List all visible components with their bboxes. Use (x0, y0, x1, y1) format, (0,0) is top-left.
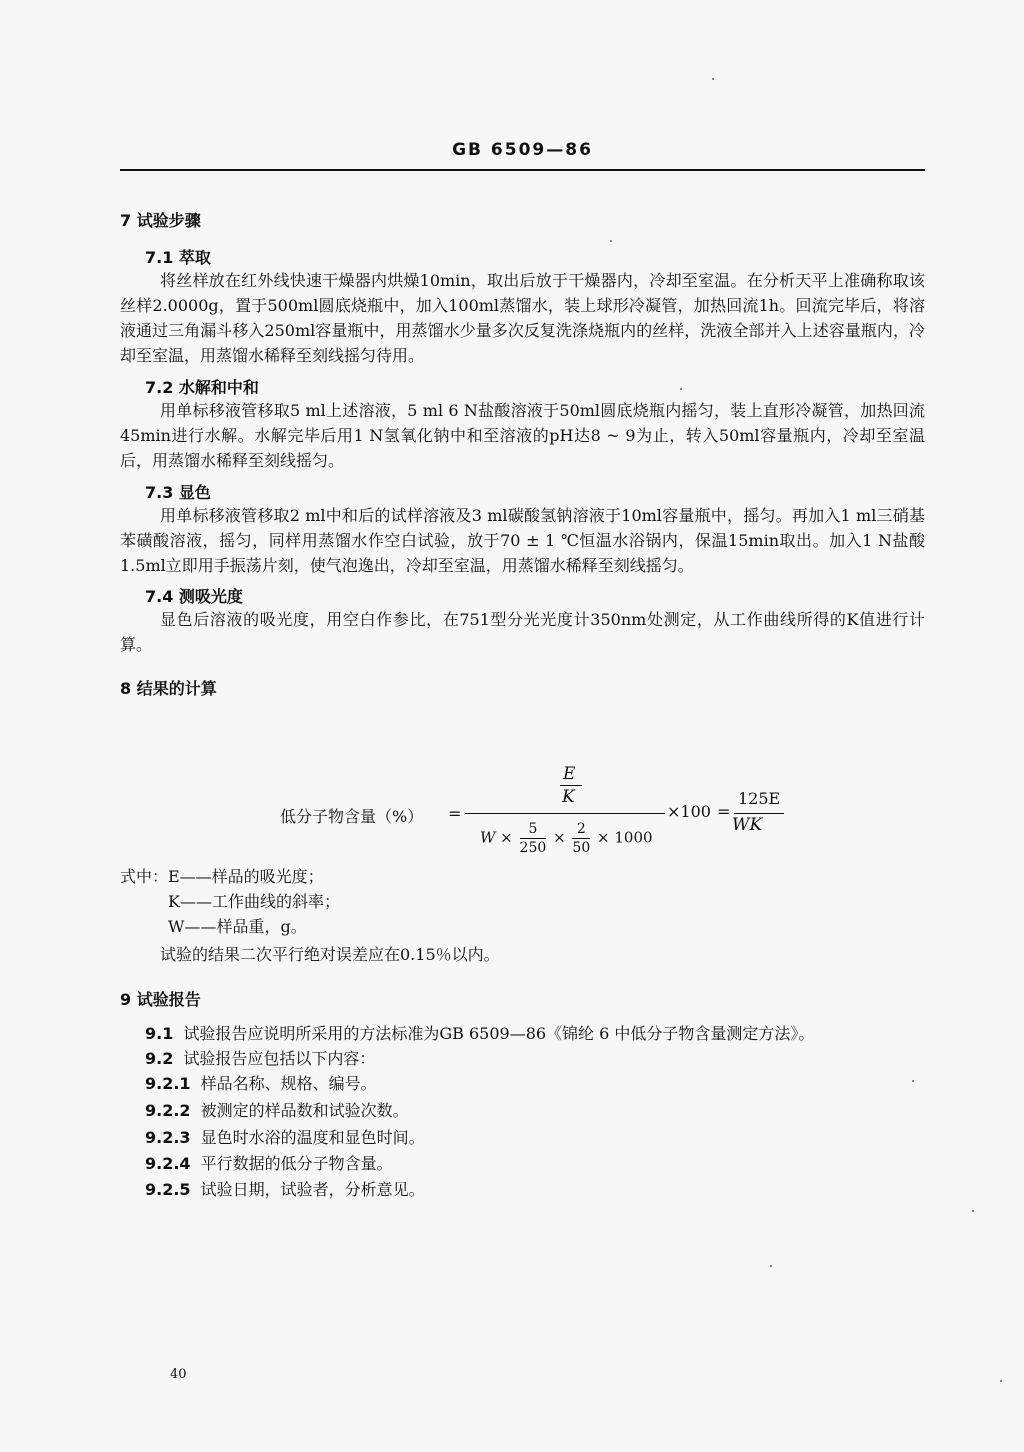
item-text: 样品名称、规格、编号。 (200, 1074, 377, 1093)
formula-main-fraction-bar (465, 813, 665, 814)
fraction-2-50 (572, 820, 590, 857)
section-7-2-text: 用单标移液管移取5 ml上述溶液，5 ml 6 N盐酸溶液于50ml圆底烧瓶内摇匀，装上直形冷凝管，加热回流45min进行水解。水解完毕后用1 N氢氧化钠中和至溶液的pH达8 ~ 9为止，转入50ml容量瓶内，冷却至室温后，用蒸馏水稀释至刻线摇匀。 (120, 401, 925, 470)
definition-E: E——样品的吸光度； (168, 867, 324, 886)
section-7-1-heading: 7.1 萃取 (145, 248, 211, 267)
section-7-4-text: 显色后溶液的吸光度，用空白作参比，在751型分光光度计350nm处测定，从工作曲线所得的K值进行计算。 (120, 610, 925, 654)
item-text: 被测定的样品数和试验次数。 (200, 1101, 409, 1120)
item-text: 试验报告应包括以下内容： (183, 1049, 376, 1068)
section-7-4-heading: 7.4 测吸光度 (145, 587, 243, 606)
scan-speck (680, 388, 682, 390)
scan-speck (912, 1080, 914, 1082)
formula-ek-fraction-bar (560, 785, 582, 786)
fraction-numerator: 5 (520, 820, 547, 839)
list-item (145, 1177, 425, 1200)
section-7-3-heading: 7.3 显色 (145, 483, 211, 502)
list-item (145, 1046, 375, 1069)
page-number: 40 (170, 1367, 187, 1382)
list-item (145, 1071, 377, 1094)
scan-speck (610, 240, 612, 242)
formula-equals-2: = (717, 802, 731, 821)
fraction-denominator: 50 (572, 840, 591, 856)
item-number: 9.2.4 (145, 1154, 191, 1173)
section-9-heading: 9 试验报告 (120, 990, 201, 1009)
where-label: 式中： (120, 867, 169, 886)
item-text: 试验日期，试验者，分析意见。 (200, 1180, 425, 1199)
formula-times: × (553, 828, 566, 847)
formula-result-fraction-bar (734, 813, 784, 814)
formula-times-100: ×100 (667, 802, 711, 821)
item-number: 9.2.3 (145, 1128, 191, 1147)
item-number: 9.2.1 (145, 1074, 191, 1093)
item-text: 显色时水浴的温度和显色时间。 (200, 1128, 425, 1147)
item-number: 9.1 (145, 1024, 174, 1043)
list-item (145, 1151, 393, 1174)
list-item (145, 1021, 814, 1044)
formula (280, 760, 800, 860)
error-note: 试验的结果二次平行绝对误差应在0.15％以内。 (160, 945, 500, 964)
scan-speck (972, 1210, 974, 1212)
formula-result-numerator: 125E (738, 789, 781, 808)
definition-K: K——工作曲线的斜率； (168, 892, 340, 911)
scan-speck (712, 78, 714, 80)
formula-E: E (563, 764, 576, 784)
formula-equals: = (448, 804, 462, 823)
scan-speck (770, 1265, 772, 1267)
item-number: 9.2.2 (145, 1101, 191, 1120)
formula-denominator (480, 820, 653, 857)
item-number: 9.2 (145, 1049, 174, 1068)
page-header: GB 6509—86 (452, 140, 593, 160)
section-7-1-text: 将丝样放在红外线快速干燥器内烘燥10min，取出后放于干燥器内，冷却至室温。在分析天平上准确称取该丝样2.0000g，置于500ml圆底烧瓶中，加入100ml蒸馏水，装上球形冷凝管，加热回流1h。回流完毕后，将溶液通过三角漏斗移入250ml容量瓶中，用蒸馏水少量多次反复洗涤烧瓶内的丝样，洗液全部并入上述容量瓶内，冷却至室温，用蒸馏水稀释至刻线摇匀待用。 (120, 271, 925, 365)
section-7-2-heading: 7.2 水解和中和 (145, 378, 259, 397)
item-text: 试验报告应说明所采用的方法标准为GB 6509—86《锦纶 6 中低分子物含量测定方法》。 (183, 1024, 815, 1043)
section-7-heading: 7 试验步骤 (120, 211, 201, 230)
item-number: 9.2.5 (145, 1180, 191, 1199)
formula-K: K (562, 787, 575, 807)
section-8-heading: 8 结果的计算 (120, 679, 217, 698)
formula-times-1000: × 1000 (597, 828, 653, 847)
formula-W: W × (480, 828, 513, 847)
formula-label: 低分子物含量（%） (280, 807, 424, 826)
section-7-3-text: 用单标移液管移取2 ml中和后的试样溶液及3 ml碳酸氢钠溶液于10ml容量瓶中，摇匀。再加入1 ml三硝基苯磺酸溶液，摇匀，同样用蒸馏水作空白试验，放于70 ± 1 ℃恒温水浴锅内，保温15min取出。加入1 N盐酸1.5ml立即用手振荡片刻，使气泡逸出，冷却至室温，用蒸馏水稀释至刻线摇匀。 (120, 506, 925, 575)
list-item (145, 1098, 409, 1121)
definition-W: W——样品重，g。 (168, 917, 307, 936)
formula-result-denominator: WK (732, 815, 763, 835)
fraction-5-250 (520, 820, 547, 857)
item-text: 平行数据的低分子物含量。 (200, 1154, 393, 1173)
fraction-numerator: 2 (572, 820, 590, 839)
list-item (145, 1125, 425, 1148)
fraction-denominator: 250 (519, 840, 547, 856)
header-rule (120, 169, 925, 171)
scan-speck (1000, 1380, 1002, 1382)
